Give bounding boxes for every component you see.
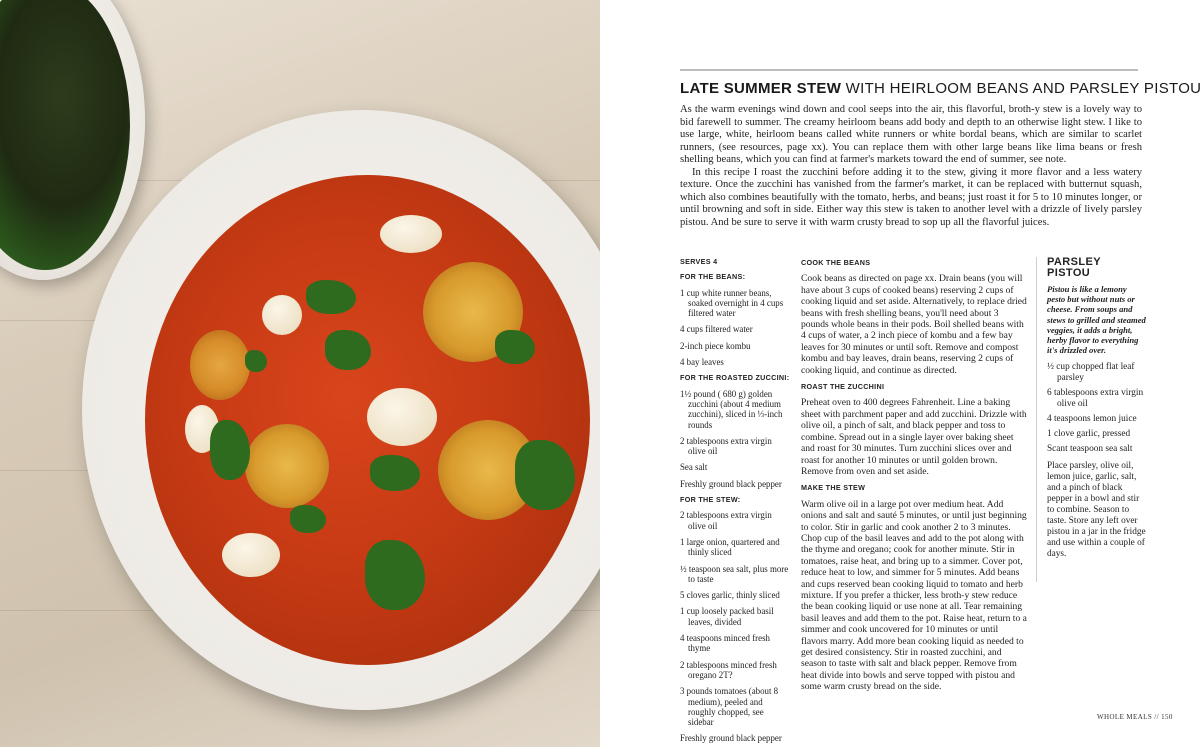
ingredient: 5 cloves garlic, thinly sliced [680,590,780,601]
beans-heading: FOR THE BEANS: [680,272,746,282]
page-footer: WHOLE MEALS // 150 [1097,713,1173,721]
pistou-note: Pistou is like a lemony pesto but without nuts or cheese. From soups and stews to grilled and steamed veggies, it adds a bright, herby flavor to everything it's drizzled over. [1047,284,1146,356]
title-rule [680,69,1138,71]
zucchini-heading: FOR THE ROASTED ZUCCINI: [680,373,790,383]
parsley [370,455,420,491]
ingredient: 2-inch piece kombu [680,340,751,351]
column-divider [1036,257,1037,582]
pistou-ingredient: 4 teaspoons lemon juice [1047,414,1137,425]
title-bold: LATE SUMMER STEW [680,80,842,97]
stew-heading: FOR THE STEW: [680,495,741,505]
stew-photo [0,0,600,747]
intro-paragraph: As the warm evenings wind down and cool seeps into the air, this flavorful, broth-y stew is a lovely way to bid farewell to summer. The creamy heirloom beans add body and depth to an otherwise light stew. I like to use large, white, heirloom beans called white runners or white bordal beans, which are similar to scarlet runners, (see resources, page xx). You can replace them with other large beans like lima beans or fresh shelling beans, which you can find at farmer's markets toward the end of summer, see note. [680,104,1142,165]
ingredients-column [680,257,790,750]
parsley [325,330,371,370]
step-heading: ROAST THE ZUCCHINI [801,382,885,392]
recipe-intro [680,104,1142,229]
ingredient: 2 tablespoons extra virgin olive oil [680,510,772,531]
ingredient: 1 cup white runner beans, soaked overnight in 4 cups filtered water [680,287,784,319]
ingredient: Freshly ground black pepper [680,733,782,744]
serves: SERVES 4 [680,257,718,266]
ingredient: 1½ pound ( 680 g) golden zucchini (about 4 medium zucchini), sliced in ⅓-inch rounds [680,388,783,430]
pistou-ingredient: 6 tablespoons extra virgin olive oil [1047,388,1144,410]
step-text: Cook beans as directed on page xx. Drain beans (you will have about 3 cups of cooked beans) reserving 2 cups of cooking liquid and set aside. Alternatively, to replace dried beans with fresh shelling beans, you'll need about 3 pounds whole beans in their pods. Boil shelled beans with 4 cups of water, a 2 inch piece of kombu and a few bay leaves for 30 minutes or until soft. Remove and compost kombu and bay leaves, drain beans, reserving 2 cups of cooking liquid, and continue as directed. [801,273,1027,376]
method-column [801,257,1027,698]
step-text: Warm olive oil in a large pot over medium heat. Add onions and salt and sauté 5 minutes, or until just beginning to color. Stir in garlic and cook another 2 to 3 minutes. Chop cup of the basil leaves and add to the pot along with the thyme and oregano; cook for another minute. Stir in tomatoes, raise heat, and bring up to a simmer. Cover pot, reduce heat to low, and simmer for 5 minutes. Add beans and cups reserved bean cooking liquid to tomato and herb mixture. If you prefer a thicker, less broth-y stew reduce the bean cooking liquid or use none at all. Tear remaining basil leaves and add them to the pot. Raise heat, return to a simmer and cook uncovered for 10 minutes or until flavors marry. Add more bean cooking liquid as needed to get desired consistency. Stir in roasted zucchini, and season to taste with salt and black pepper. Remove from heat divide into bowls and serve topped with pistou and some warm crusty bread on the side. [801,498,1027,693]
bean [367,388,437,446]
ingredient: Sea salt [680,462,708,473]
parsley [306,280,356,314]
ingredient: ½ teaspoon sea salt, plus more to taste [680,563,789,584]
intro-paragraph: In this recipe I roast the zucchini before adding it to the stew, giving it more flavor and a less watery texture. Once the zucchini has vanished from the farmer's market, it can be replaced with butternut squash, which also combines beautifully with the tomato, herbs, and beans; just roast it for 5 to 10 minutes longer, or until browning and soft in side. Either way this stew is taken to another level with a drizzle of lively parsley pistou. And be sure to serve it with warm crusty bread to sop up all the flavorful juices. [680,166,1142,228]
ingredient: 4 bay leaves [680,357,724,368]
step-heading: COOK THE BEANS [801,258,871,267]
pistou-sidebar [1047,257,1147,560]
pistou-method: Place parsley, olive oil, lemon juice, garlic, salt, and a pinch of black pepper in a bowl and stir to combine. Season to taste. Store any left over pistou in a jar in the fridge and use within a couple of days. [1047,461,1146,560]
ingredient: 3 pounds tomatoes (about 8 medium), peeled and roughly chopped, see sidebar [680,686,779,728]
ingredient: 1 cup loosely packed basil leaves, divided [680,606,774,627]
pistou-ingredient: ½ cup chopped flat leaf parsley [1047,362,1135,384]
ingredient: 4 teaspoons minced fresh thyme [680,633,770,654]
recipe-title [680,80,1202,97]
title-rest: WITH HEIRLOOM BEANS AND PARSLEY PISTOU [841,80,1202,97]
bean [380,215,442,253]
ingredient: 2 tablespoons extra virgin olive oil [680,435,772,457]
parsley [290,505,326,533]
zucchini-slice [190,330,250,400]
pistou-ingredient: Scant teaspoon sea salt [1047,444,1133,455]
zucchini-slice [245,424,329,508]
pistou-heading: PARSLEY PISTOU [1047,256,1101,279]
step-heading: MAKE THE STEW [801,483,866,493]
pistou-ingredient: 1 clove garlic, pressed [1047,429,1131,440]
ingredient: 1 large onion, quartered and thinly sliced [680,536,780,558]
parsley [245,350,267,372]
ingredient: Freshly ground black pepper [680,478,782,489]
bean [262,295,302,335]
ingredient: 4 cups filtered water [680,324,753,335]
step-text: Preheat oven to 400 degrees Fahrenheit. Line a baking sheet with parchment paper and add zucchini. Drizzle with olive oil, a pinch of salt, and black pepper and toss to combine. Spread out in a single layer over baking sheet and roast for 30 minutes. Turn zucchini slices over and roast for another 10 minutes or until golden brown. Remove from oven and set aside. [801,397,1027,477]
ingredient: 2 tablespoons minced fresh oregano 2T? [680,659,777,680]
bean [222,533,280,577]
parsley [495,330,535,364]
